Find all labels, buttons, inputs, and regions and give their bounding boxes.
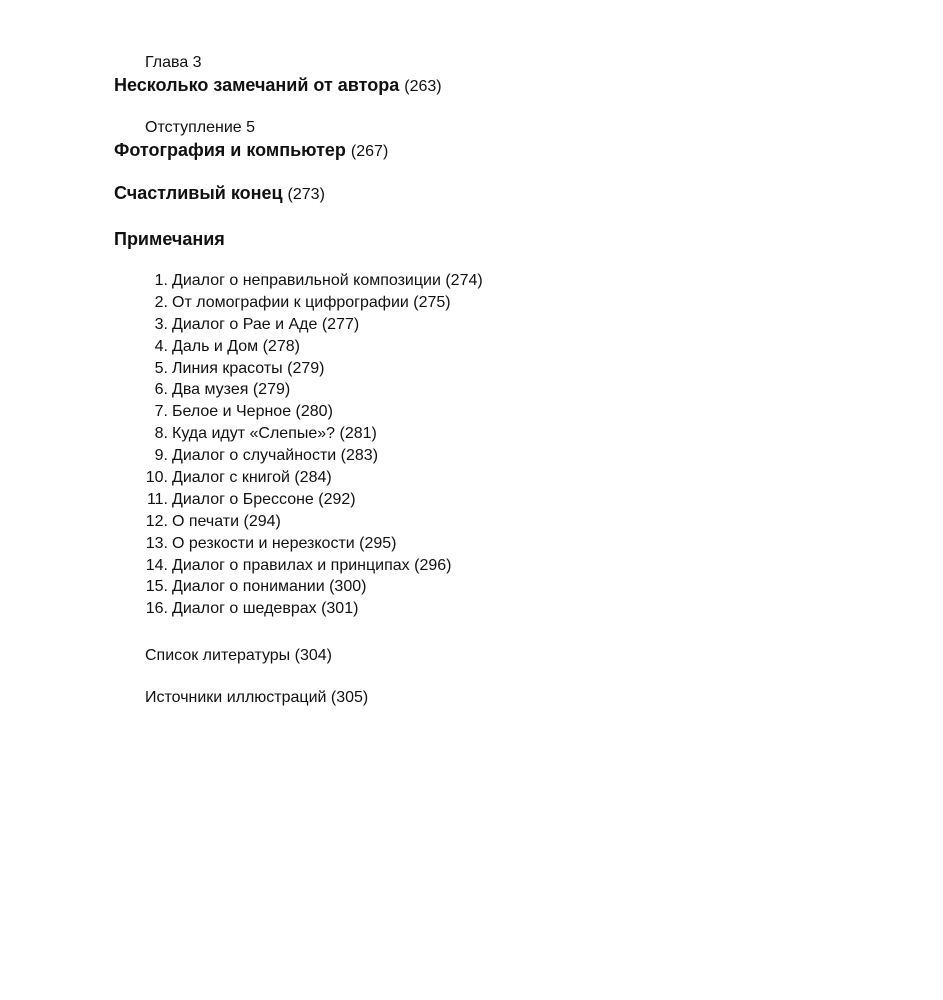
digression-5-entry xyxy=(114,118,388,164)
note-item xyxy=(144,336,483,358)
note-text: Диалог с книгой (284) xyxy=(172,469,332,487)
note-number: 16. xyxy=(145,600,168,618)
notes-entry xyxy=(114,227,225,251)
note-text: Диалог о Брессоне (292) xyxy=(172,490,356,508)
chapter-3-entry xyxy=(114,53,442,99)
note-item xyxy=(144,379,483,401)
note-number: 4. xyxy=(154,337,168,355)
note-number: 13. xyxy=(145,534,168,552)
note-text: Белое и Черное (280) xyxy=(172,403,333,421)
note-item xyxy=(144,467,483,489)
note-text: Линия красоты (279) xyxy=(172,359,325,377)
note-number: 12. xyxy=(145,512,168,530)
note-item xyxy=(144,555,483,577)
note-number: 8. xyxy=(154,425,168,443)
note-text: О печати (294) xyxy=(172,512,281,530)
chapter-3-kicker: Глава 3 xyxy=(145,54,202,71)
note-number: 3. xyxy=(154,315,168,333)
happy-end-page: (273) xyxy=(287,186,325,203)
illustrations-entry: Источники иллюстраций (305) xyxy=(145,689,369,706)
note-number: 14. xyxy=(145,556,168,574)
notes-list xyxy=(144,270,483,620)
note-text: Диалог о правилах и принципах (296) xyxy=(172,556,452,574)
note-text: Диалог о неправильной композиции (274) xyxy=(172,272,483,289)
chapter-3-heading xyxy=(114,73,442,99)
digression-5-page: (267) xyxy=(350,143,389,160)
happy-end-entry xyxy=(114,181,325,207)
digression-5-kicker: Отступление 5 xyxy=(145,119,256,136)
note-number: 11. xyxy=(146,490,168,508)
note-text: Куда идут «Слепые»? (281) xyxy=(172,425,377,443)
note-item xyxy=(144,358,483,380)
note-item xyxy=(144,292,483,314)
note-text: Диалог о случайности (283) xyxy=(172,447,379,465)
digression-5-title: Фотография и компьютер xyxy=(114,140,346,160)
note-text: Диалог о Рае и Аде (277) xyxy=(172,315,360,333)
note-number: 15. xyxy=(145,578,168,596)
note-number: 10. xyxy=(145,469,168,487)
digression-5-heading xyxy=(114,138,388,164)
note-item xyxy=(144,576,483,598)
note-number: 1. xyxy=(154,272,168,289)
note-item xyxy=(144,489,483,511)
note-text: Диалог о шедеврах (301) xyxy=(172,600,359,618)
note-item xyxy=(144,533,483,555)
note-item xyxy=(144,270,483,292)
note-item xyxy=(144,423,483,445)
notes-heading xyxy=(114,227,225,251)
notes-title: Примечания xyxy=(114,229,225,249)
note-number: 5. xyxy=(154,359,168,377)
happy-end-title: Счастливый конец xyxy=(114,183,283,203)
note-text: От ломографии к цифрографии (275) xyxy=(172,293,451,311)
note-text: Два музея (279) xyxy=(172,381,291,399)
note-item xyxy=(144,598,483,620)
note-item xyxy=(144,445,483,467)
note-item xyxy=(144,314,483,336)
note-number: 6. xyxy=(154,381,168,399)
chapter-3-title: Несколько замечаний от автора xyxy=(114,75,400,95)
note-number: 2. xyxy=(154,293,168,311)
note-text: Диалог о понимании (300) xyxy=(172,578,367,596)
note-text: Даль и Дом (278) xyxy=(172,337,300,355)
note-number: 7. xyxy=(154,403,168,421)
note-number: 9. xyxy=(154,447,168,465)
chapter-3-page: (263) xyxy=(404,78,442,95)
bibliography-entry: Список литературы (304) xyxy=(145,647,332,664)
note-item xyxy=(144,401,483,423)
note-text: О резкости и нерезкости (295) xyxy=(172,534,397,552)
happy-end-heading xyxy=(114,181,325,207)
note-item xyxy=(144,511,483,533)
